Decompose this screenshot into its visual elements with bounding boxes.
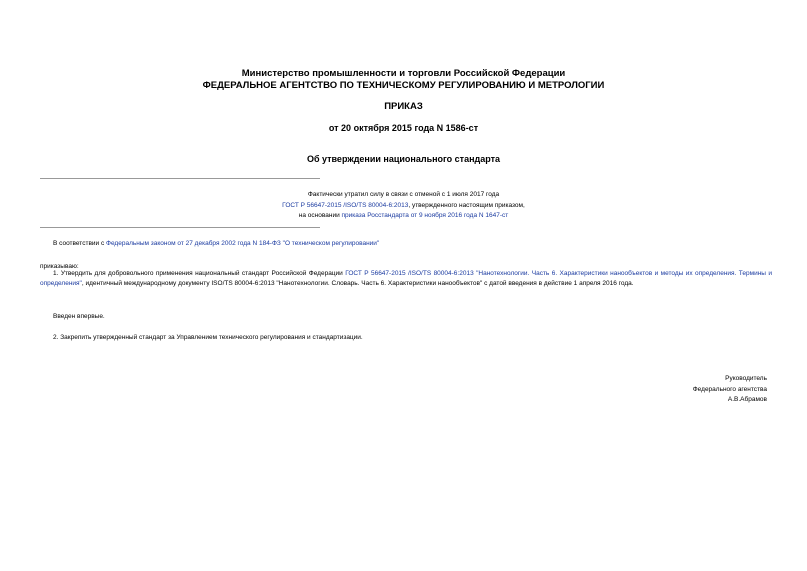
- signature-title: Руководитель: [725, 375, 767, 382]
- rosstandart-order-link[interactable]: приказа Росстандарта от 9 ноября 2016 года N 1647-ст: [341, 212, 509, 219]
- document-type: ПРИКАЗ: [384, 101, 423, 112]
- paragraph-order: приказываю:: [40, 263, 79, 270]
- paragraph-introduced: Введен впервые.: [53, 313, 105, 320]
- paragraph-item-1: [40, 269, 772, 289]
- paragraph-basis-prefix: В соответствии с: [53, 240, 107, 247]
- standard-link[interactable]: ГОСТ Р 56647-2015 /ISO/TS 80004-6:2013 "Нанотехнологии. Часть 6. Характеристики нанообъектов и методы их определения. Термины и определения": [40, 270, 772, 287]
- gost-link[interactable]: ГОСТ Р 56647-2015 /ISO/TS 80004-6:2013: [282, 201, 409, 209]
- signature-org: Федерального агентства: [692, 385, 767, 393]
- status-note-line1: Фактически утратил силу в связи с отменой с 1 июля 2017 года: [307, 191, 500, 198]
- federal-law-link[interactable]: Федеральным законом от 27 декабря 2002 года N 184-ФЗ "О техническом регулировании": [106, 240, 380, 247]
- paragraph-item-1-rest: , идентичный международному документу ISO/TS 80004-6:2013 "Нанотехнологии. Словарь. Часть 6. Характеристики нанообъектов" с датой введения в действие 1 апреля 2016 года.: [81, 280, 634, 287]
- paragraph-item-2: 2. Закрепить утвержденный стандарт за Управлением технического регулирования и стандартизации.: [53, 334, 363, 341]
- ministry-title: Министерство промышленности и торговли Российской Федерации: [241, 68, 566, 79]
- status-note-line2-rest: , утвержденного настоящим приказом,: [408, 201, 525, 209]
- status-note-line2: [0, 201, 807, 212]
- document-subject: Об утверждении национального стандарта: [306, 154, 501, 164]
- agency-title: ФЕДЕРАЛЬНОЕ АГЕНТСТВО ПО ТЕХНИЧЕСКОМУ РЕГУЛИРОВАНИЮ И МЕТРОЛОГИИ: [202, 80, 605, 91]
- date-number: от 20 октября 2015 года N 1586-ст: [328, 123, 479, 133]
- signature-name: А.В.Абрамов: [727, 396, 767, 403]
- status-note-line3-prefix: на основании: [298, 212, 342, 219]
- paragraph-basis: [53, 239, 379, 249]
- paragraph-item-1-prefix: 1. Утвердить для добровольного применения национальный стандарт Российской Федерации: [53, 270, 346, 277]
- divider-top: [40, 178, 320, 179]
- divider-bottom: [40, 227, 320, 228]
- status-note-line3: [0, 211, 807, 222]
